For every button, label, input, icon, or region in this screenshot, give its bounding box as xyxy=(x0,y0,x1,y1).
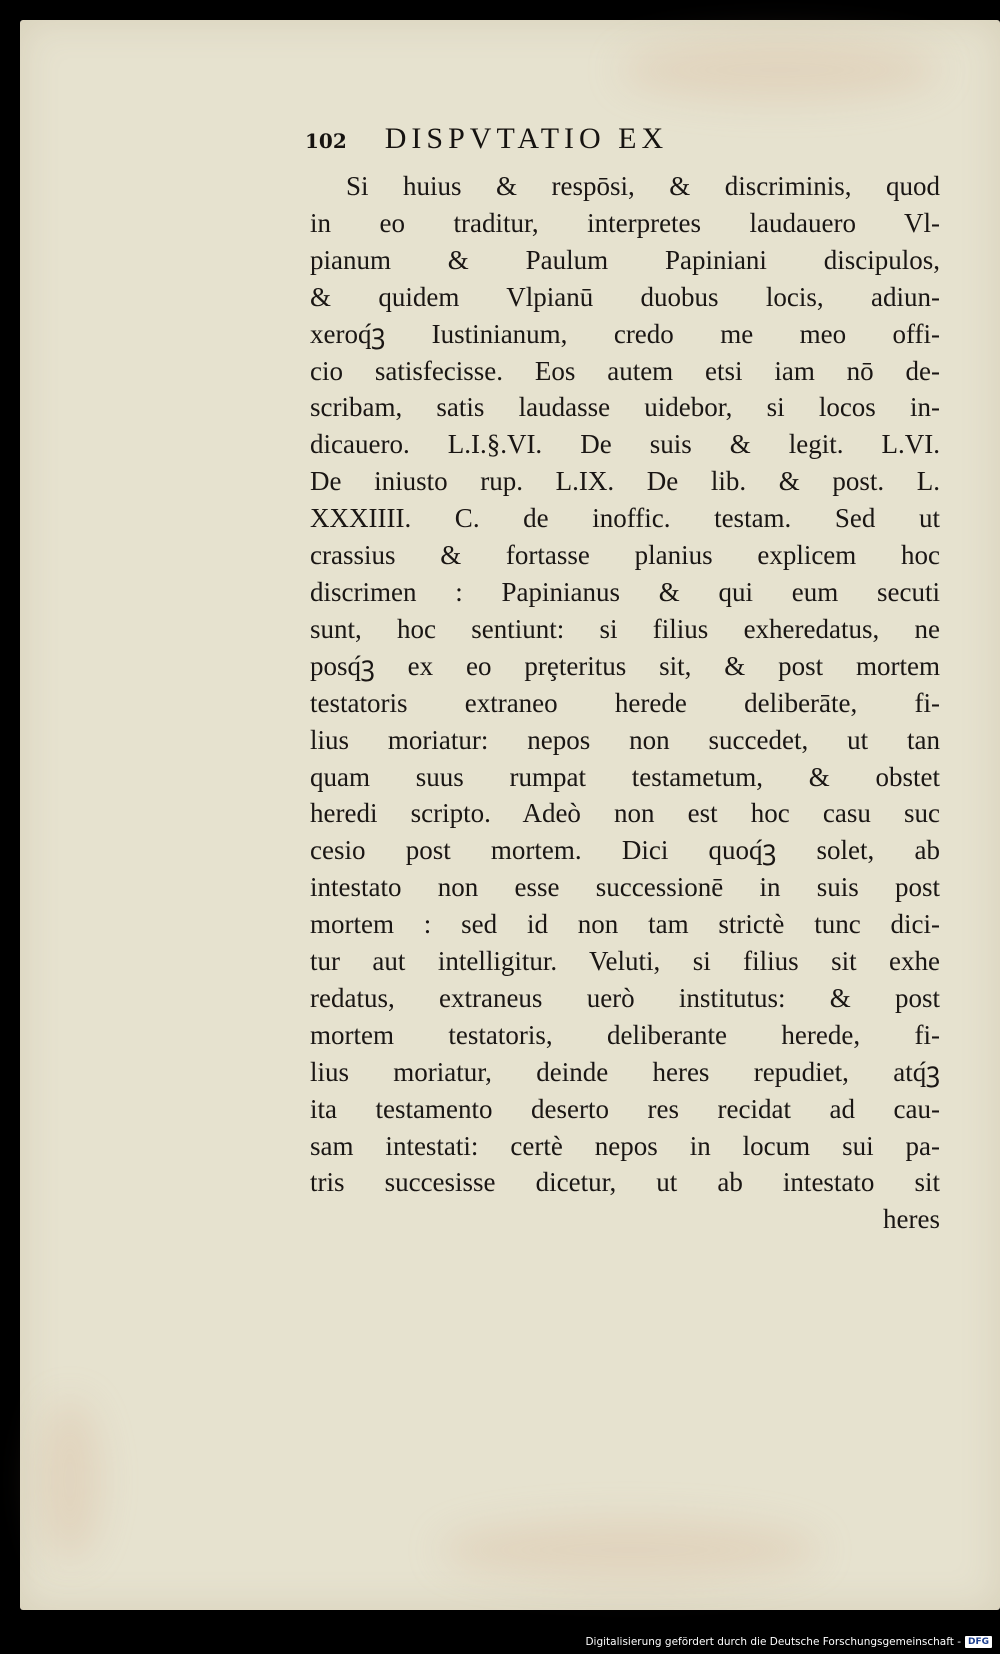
text-line: mortem : sed id non tam strictè tunc dici- xyxy=(310,909,940,940)
funding-credit: Digitalisierung gefördert durch die Deutsche Forschungsgemeinschaft - xyxy=(585,1636,961,1648)
page-header xyxy=(305,122,945,162)
text-line: intestato non esse successionē in suis post xyxy=(310,872,940,903)
paper-stain xyxy=(440,1520,820,1580)
text-line: cio satisfecisse. Eos autem etsi iam nō de- xyxy=(310,355,940,386)
text-line: De iniusto rup. L.IX. De lib. & post. L. xyxy=(310,466,940,497)
text-line: crassius & fortasse planius explicem hoc xyxy=(310,540,940,571)
text-line: pianum & Paulum Papiniani discipulos, xyxy=(310,244,940,275)
text-line: ita testamento deserto res recidat ad cau- xyxy=(310,1093,940,1124)
text-line: tur aut intelligitur. Veluti, si filius sit exhe xyxy=(310,946,940,977)
text-line: dicauero. L.I.§.VI. De suis & legit. L.VI. xyxy=(310,429,940,460)
text-line: heredi scripto. Adeò non est hoc casu suc xyxy=(310,798,940,829)
text-line: tris succesisse dicetur, ut ab intestato sit xyxy=(310,1167,940,1198)
dfg-logo: DFG xyxy=(965,1636,992,1648)
running-head: DISPVTATIO EX xyxy=(384,122,669,155)
text-line: scribam, satis laudasse uidebor, si locos in- xyxy=(310,392,940,423)
text-line: cesio post mortem. Dici quoq́ꝫ solet, ab xyxy=(310,835,940,866)
paper-stain xyxy=(620,40,940,100)
text-line: in eo traditur, interpretes laudauero Vl- xyxy=(310,207,940,238)
page-number: 102 xyxy=(305,129,347,153)
body-text xyxy=(310,168,940,1238)
text-line: & quidem Vlpianū duobus locis, adiun- xyxy=(310,281,940,312)
text-line: lius moriatur: nepos non succedet, ut tan xyxy=(310,724,940,755)
footer-bar xyxy=(0,1630,1000,1654)
text-line: mortem testatoris, deliberante herede, fi- xyxy=(310,1019,940,1050)
text-line: xeroq́ꝫ Iustinianum, credo me meo offi- xyxy=(310,318,940,349)
text-line: lius moriatur, deinde heres repudiet, atq́ꝫ xyxy=(310,1056,940,1087)
text-line: redatus, extraneus uerò institutus: & post xyxy=(310,982,940,1013)
text-line: posq́ꝫ ex eo prȩteritus sit, & post mortem xyxy=(310,650,940,681)
text-line: sam intestati: certè nepos in locum sui pa- xyxy=(310,1130,940,1161)
text-line: discrimen : Papinianus & qui eum secuti xyxy=(310,576,940,607)
text-line: heres xyxy=(883,1204,940,1235)
text-line: sunt, hoc sentiunt: si filius exheredatus, ne xyxy=(310,613,940,644)
paper-stain xyxy=(40,1400,100,1560)
text-line: testatoris extraneo herede deliberāte, fi- xyxy=(310,687,940,718)
text-line: Si huius & respōsi, & discriminis, quod xyxy=(346,171,940,201)
text-line: XXXIIII. C. de inoffic. testam. Sed ut xyxy=(310,503,940,534)
text-line: quam suus rumpat testametum, & obstet xyxy=(310,761,940,792)
